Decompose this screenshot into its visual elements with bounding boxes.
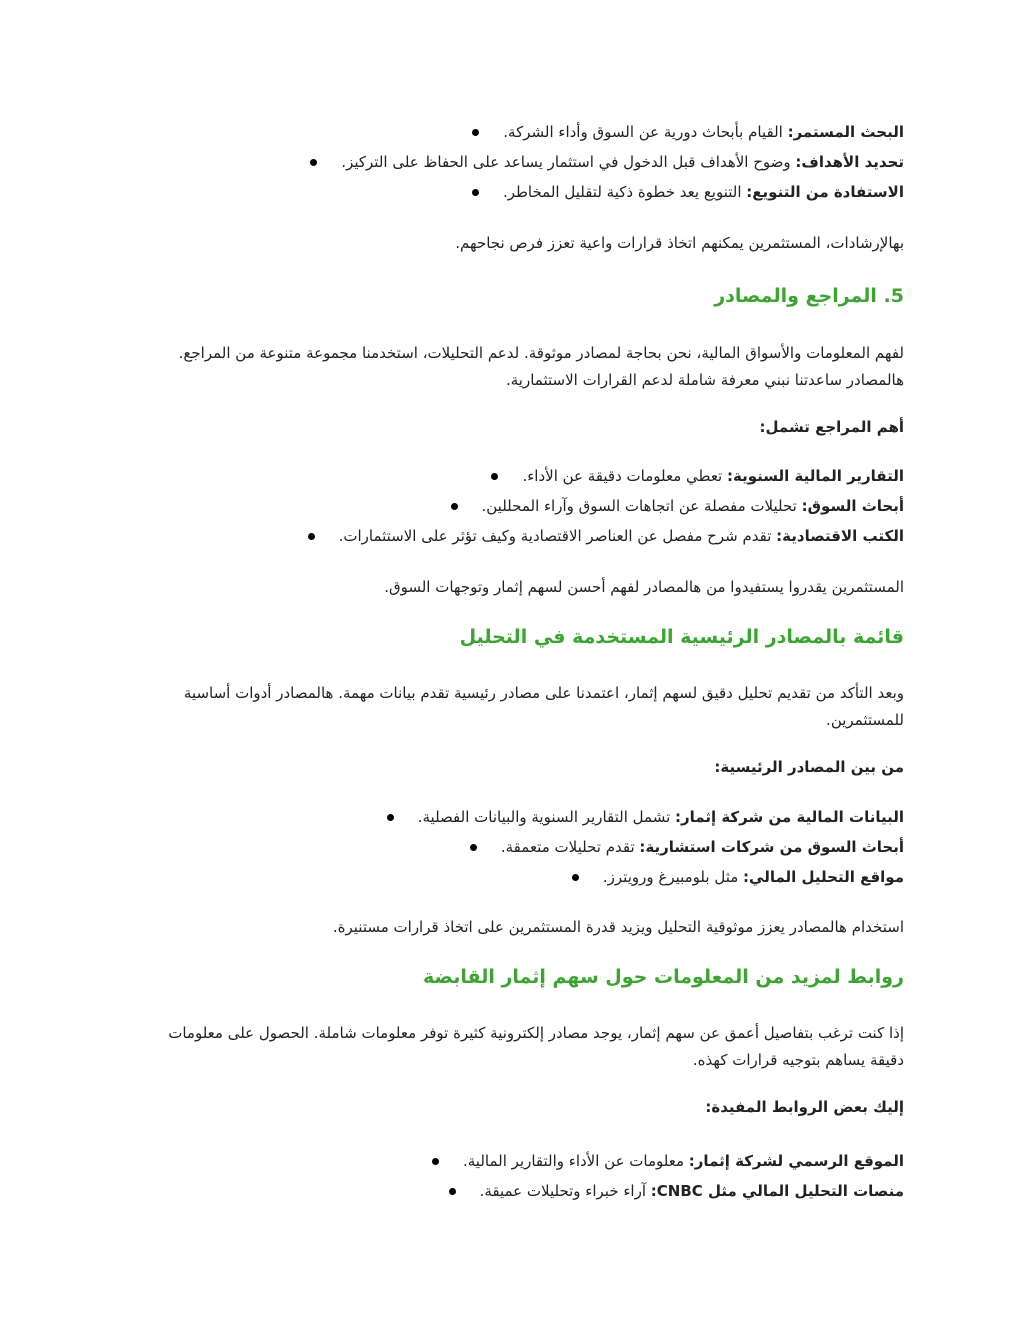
section-heading: روابط لمزيد من المعلومات حول سهم إثمار القابضة <box>423 966 904 988</box>
bullet-icon <box>387 814 394 821</box>
paragraph-line: هالمصادر ساعدتنا نبني معرفة شاملة لدعم القرارات الاستثمارية. <box>506 371 904 389</box>
paragraph-line: لفهم المعلومات والأسواق المالية، نحن بحاجة لمصادر موثوقة. لدعم التحليلات، استخدمنا مجموعة متنوعة من المراجع. <box>178 344 904 362</box>
item-text: مثل بلومبيرغ ورويترز. <box>602 868 744 886</box>
item-text: معلومات عن الأداء والتقارير المالية. <box>463 1152 689 1170</box>
bullet-icon <box>308 533 315 540</box>
list-item <box>472 119 904 146</box>
bullet-icon <box>472 189 479 196</box>
conclusion-text: استخدام هالمصادر يعزز موثوقية التحليل ويزيد قدرة المستثمرين على اتخاذ قرارات مستنيرة. <box>332 918 904 936</box>
item-bold: تحديد الأهداف: <box>795 153 904 171</box>
list-item <box>472 179 904 206</box>
item-bold: الموقع الرسمي لشركة إثمار: <box>688 1152 904 1170</box>
paragraph-line: للمستثمرين. <box>826 711 904 729</box>
item-text: تشمل التقارير السنوية والبيانات الفصلية. <box>417 808 676 826</box>
list-item <box>572 864 904 891</box>
list-item <box>451 493 905 520</box>
paragraph-line: إذا كنت ترغب بتفاصيل أعمق عن سهم إثمار، يوجد مصادر إلكترونية كثيرة توفر معلومات شاملة. الحصول على معلومات <box>168 1024 904 1042</box>
list-item <box>449 1178 904 1205</box>
item-bold: التقارير المالية السنوية: <box>727 467 904 485</box>
list-item <box>432 1148 904 1175</box>
item-text: تقدم شرح مفصل عن العناصر الاقتصادية وكيف تؤثر على الاستثمارات. <box>338 527 777 545</box>
item-bold: الاستفادة من التنويع: <box>746 183 904 201</box>
item-text: القيام بأبحاث دورية عن السوق وأداء الشركة. <box>503 123 788 141</box>
item-text: آراء خبراء وتحليلات عميقة. <box>479 1182 651 1200</box>
item-text: التنويع يعد خطوة ذكية لتقليل المخاطر. <box>502 183 747 201</box>
item-text: وضوح الأهداف قبل الدخول في استثمار يساعد على الحفاظ على التركيز. <box>341 153 796 171</box>
item-bold: الكتب الاقتصادية: <box>776 527 904 545</box>
subheading: أهم المراجع تشمل: <box>759 418 904 436</box>
item-bold: مواقع التحليل المالي: <box>743 868 904 886</box>
conclusion-text: المستثمرين يقدروا يستفيدوا من هالمصادر لفهم أحسن لسهم إثمار وتوجهات السوق. <box>384 578 904 596</box>
section-heading: 5. المراجع والمصادر <box>714 285 904 307</box>
bullet-icon <box>432 1158 439 1165</box>
bullet-icon <box>470 844 477 851</box>
bullet-icon <box>449 1188 456 1195</box>
list-item <box>491 463 904 490</box>
item-text: تحليلات مفصلة عن اتجاهات السوق وآراء المحللين. <box>481 497 802 515</box>
subheading: من بين المصادر الرئيسية: <box>714 758 904 776</box>
paragraph-line: وبعد التأكد من تقديم تحليل دقيق لسهم إثمار، اعتمدنا على مصادر رئيسية تقدم بيانات مهمة. هالمصادر أدوات أساسية <box>183 684 904 702</box>
bullet-icon <box>310 159 317 166</box>
item-bold: أبحاث السوق: <box>801 497 904 515</box>
bullet-icon <box>491 473 498 480</box>
section-heading: قائمة بالمصادر الرئيسية المستخدمة في التحليل <box>459 626 904 648</box>
list-item <box>387 804 904 831</box>
item-text: تعطي معلومات دقيقة عن الأداء. <box>522 467 728 485</box>
list-item <box>470 834 904 861</box>
item-bold: أبحاث السوق من شركات استشارية: <box>639 838 904 856</box>
bullet-icon <box>451 503 458 510</box>
item-bold: البيانات المالية من شركة إثمار: <box>675 808 904 826</box>
paragraph-line: دقيقة يساهم بتوجيه قرارات كهذه. <box>692 1051 904 1069</box>
item-bold: منصات التحليل المالي مثل CNBC: <box>650 1182 904 1200</box>
bullet-icon <box>472 129 479 136</box>
item-text: تقدم تحليلات متعمقة. <box>500 838 640 856</box>
item-bold: البحث المستمر: <box>787 123 904 141</box>
list-item <box>310 149 904 176</box>
list-item <box>308 523 904 550</box>
conclusion-text: بهالإرشادات، المستثمرين يمكنهم اتخاذ قرارات واعية تعزز فرص نجاحهم. <box>455 234 904 252</box>
subheading: إليك بعض الروابط المفيدة: <box>705 1098 904 1116</box>
bullet-icon <box>572 874 579 881</box>
